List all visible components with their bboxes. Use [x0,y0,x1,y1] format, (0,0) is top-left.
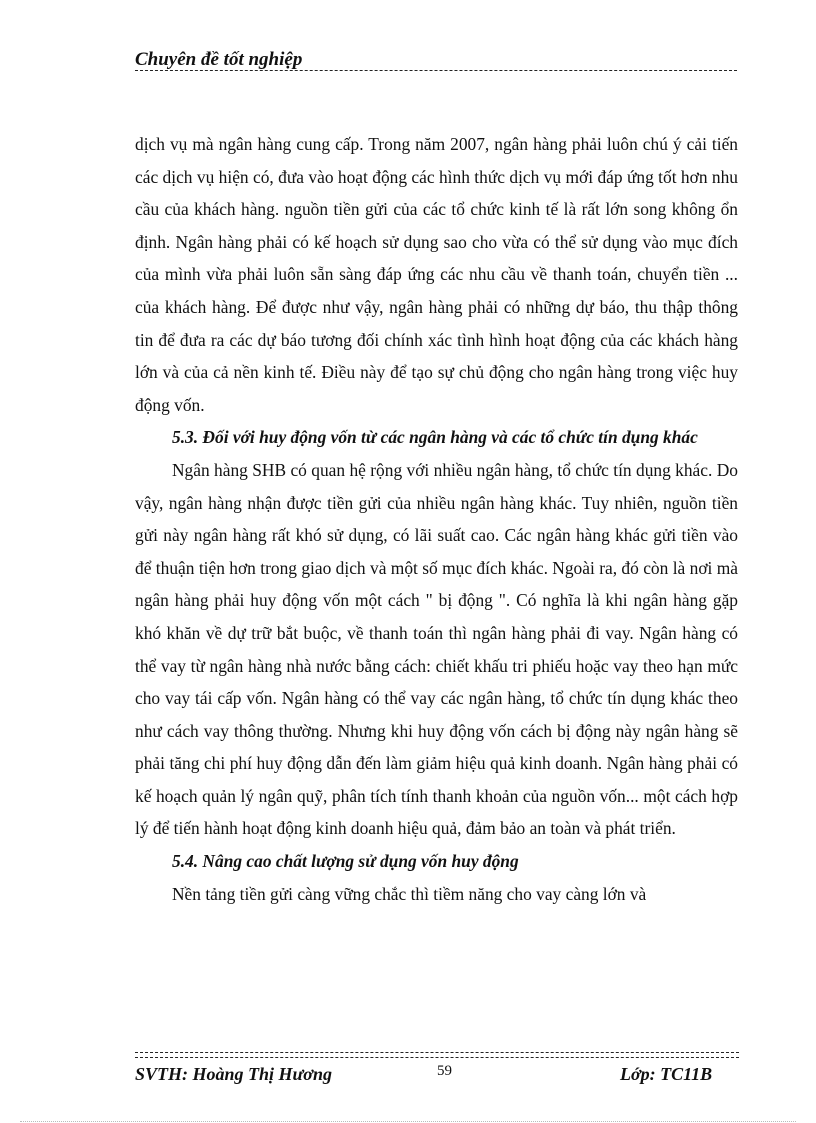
footer-divider-top [135,1052,739,1053]
paragraph-interbank-funding: Ngân hàng SHB có quan hệ rộng với nhiều ngân hàng, tổ chức tín dụng khác. Do vậy, ngân hàng nhận được tiền gửi của nhiều ngân hàng khác. Tuy nhiên, nguồn tiền gửi này ngân hàng rất khó sử dụng, có lãi suất cao. Các ngân hàng khác gửi tiền vào để thuận tiện hơn trong giao dịch và một số mục đích khác. Ngoài ra, đó còn là nơi mà ngân hàng phải huy động vốn một cách " bị động ". Có nghĩa là khi ngân hàng gặp khó khăn về dự trữ bắt buộc, về thanh toán thì ngân hàng phải đi vay. Ngân hàng có thể vay từ ngân hàng nhà nước bằng cách: chiết khấu tri phiếu hoặc vay theo hạn mức cho vay tái cấp vốn. Ngân hàng có thể vay các ngân hàng, tổ chức tín dụng khác theo như cách vay thông thường. Nhưng khi huy động vốn cách bị động này ngân hàng sẽ phải tăng chi phí huy động dẫn đến làm giảm hiệu quả kinh doanh. Ngân hàng phải có kế hoạch quản lý ngân quỹ, phân tích tính thanh khoản của nguồn vốn... một cách hợp lý để tiến hành hoạt động kinh doanh hiệu quả, đảm bảo an toàn và phát triển. [135,459,738,839]
paragraph-deposit-foundation: Nền tảng tiền gửi càng vững chắc thì tiềm năng cho vay càng lớn và [172,883,647,904]
section-heading-5-4: 5.4. Nâng cao chất lượng sử dụng vốn huy động [172,851,519,872]
page-edge-divider [20,1121,796,1122]
footer-divider-bottom [135,1057,739,1058]
class-label: Lớp: TC11B [620,1064,713,1084]
document-title: Chuyên đề tốt nghiệp [135,49,303,70]
section-heading-5-3: 5.3. Đối với huy động vốn từ các ngân hàng và các tổ chức tín dụng khác [172,427,698,448]
header-divider [135,70,737,71]
paragraph-continuation: dịch vụ mà ngân hàng cung cấp. Trong năm 2007, ngân hàng phải luôn chú ý cải tiến các dịch vụ hiện có, đưa vào hoạt động các hình thức dịch vụ mới đáp ứng tốt hơn nhu cầu của khách hàng. nguồn tiền gửi của các tổ chức kinh tế là rất lớn song không ổn định. Ngân hàng phải có kế hoạch sử dụng sao cho vừa có thể sử dụng vào mục đích của mình vừa phải luôn sẵn sàng đáp ứng các nhu cầu về thanh toán, chuyển tiền ... của khách hàng. Để được như vậy, ngân hàng phải có những dự báo, thu thập thông tin để đưa ra các dự báo tương đối chính xác tình hình hoạt động của các khách hàng lớn và của cả nền kinh tế. Điều này để tạo sự chủ động cho ngân hàng trong việc huy động vốn. [135,134,738,415]
page-body [135,128,738,910]
student-name: SVTH: Hoàng Thị Hương [135,1064,332,1084]
page-number: 59 [437,1063,452,1079]
